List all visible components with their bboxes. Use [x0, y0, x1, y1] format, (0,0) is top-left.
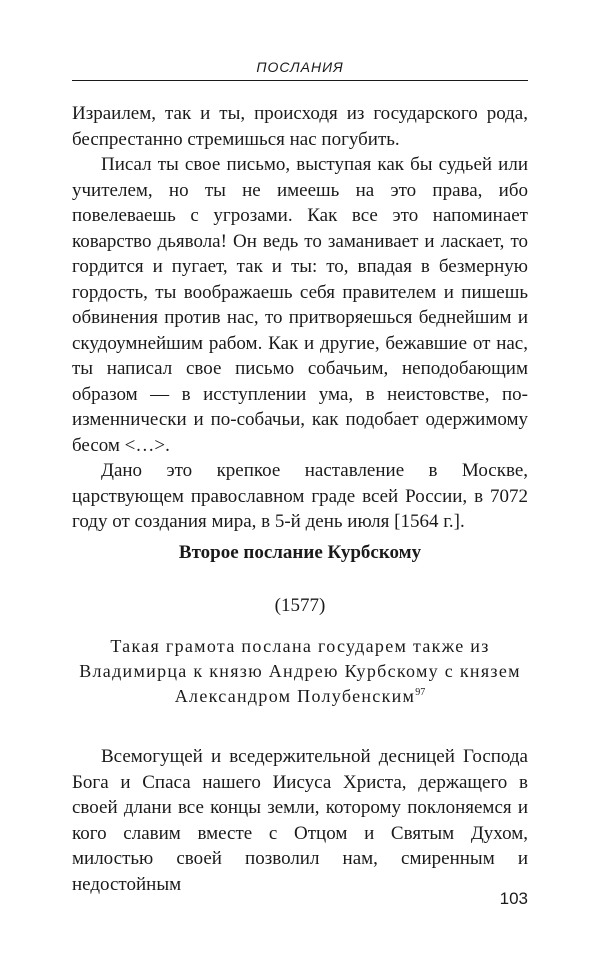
- paragraph: Писал ты свое письмо, выступая как бы судьей или учителем, но ты не имеешь на это права, ибо повелеваешь с угрозами. Как все это напоминает коварство дьявола! Он ведь то заманивает и ласкает, то гордится и пугает, так и ты: то, впадая в безмерную гордость, ты воображаешь себя правителем и пишешь обвинения против нас, то притворяешься беднейшим и скудоумнейшим рабом. Как и другие, бежавшие от нас, ты написал свое письмо собачьим, неподобающим образом — в исступлении ума, в неистовстве, по-изменнически и по-собачьи, как подобает одержимому бесом <…>.: [72, 154, 528, 456]
- running-title: ПОСЛАНИЯ: [256, 59, 344, 75]
- paragraph: Израилем, так и ты, происходя из государского рода, беспрестанно стремишься нас погубить.: [72, 103, 528, 150]
- section-title: Второе послание Курбскому: [178, 542, 422, 563]
- page-number: 103: [499, 889, 528, 908]
- header-rule: [72, 80, 528, 81]
- footnote-mark: 97: [415, 687, 426, 698]
- epigraph: [72, 634, 528, 709]
- paragraph: Всемогущей и вседержительной десницей Господа Бога и Спаса нашего Иисуса Христа, держащего в своей длани все концы земли, которому поклоняемся и кого славим вместе с Отцом и Святым Духом, милостью своей позволил нам, смиренным и недостойным: [72, 746, 528, 895]
- section-year: (1577): [274, 595, 326, 616]
- epigraph-text: Такая грамота послана государем также из Владимирца к князю Андрею Курбскому с князем Александром Полубенским: [79, 636, 521, 706]
- text-after-section: [72, 744, 528, 897]
- paragraph: Дано это крепкое наставление в Москве, царствующем православном граде всей России, в 7072 году от создания мира, в 5-й день июля [1564 г.].: [72, 460, 528, 532]
- text-before-section: [72, 101, 528, 535]
